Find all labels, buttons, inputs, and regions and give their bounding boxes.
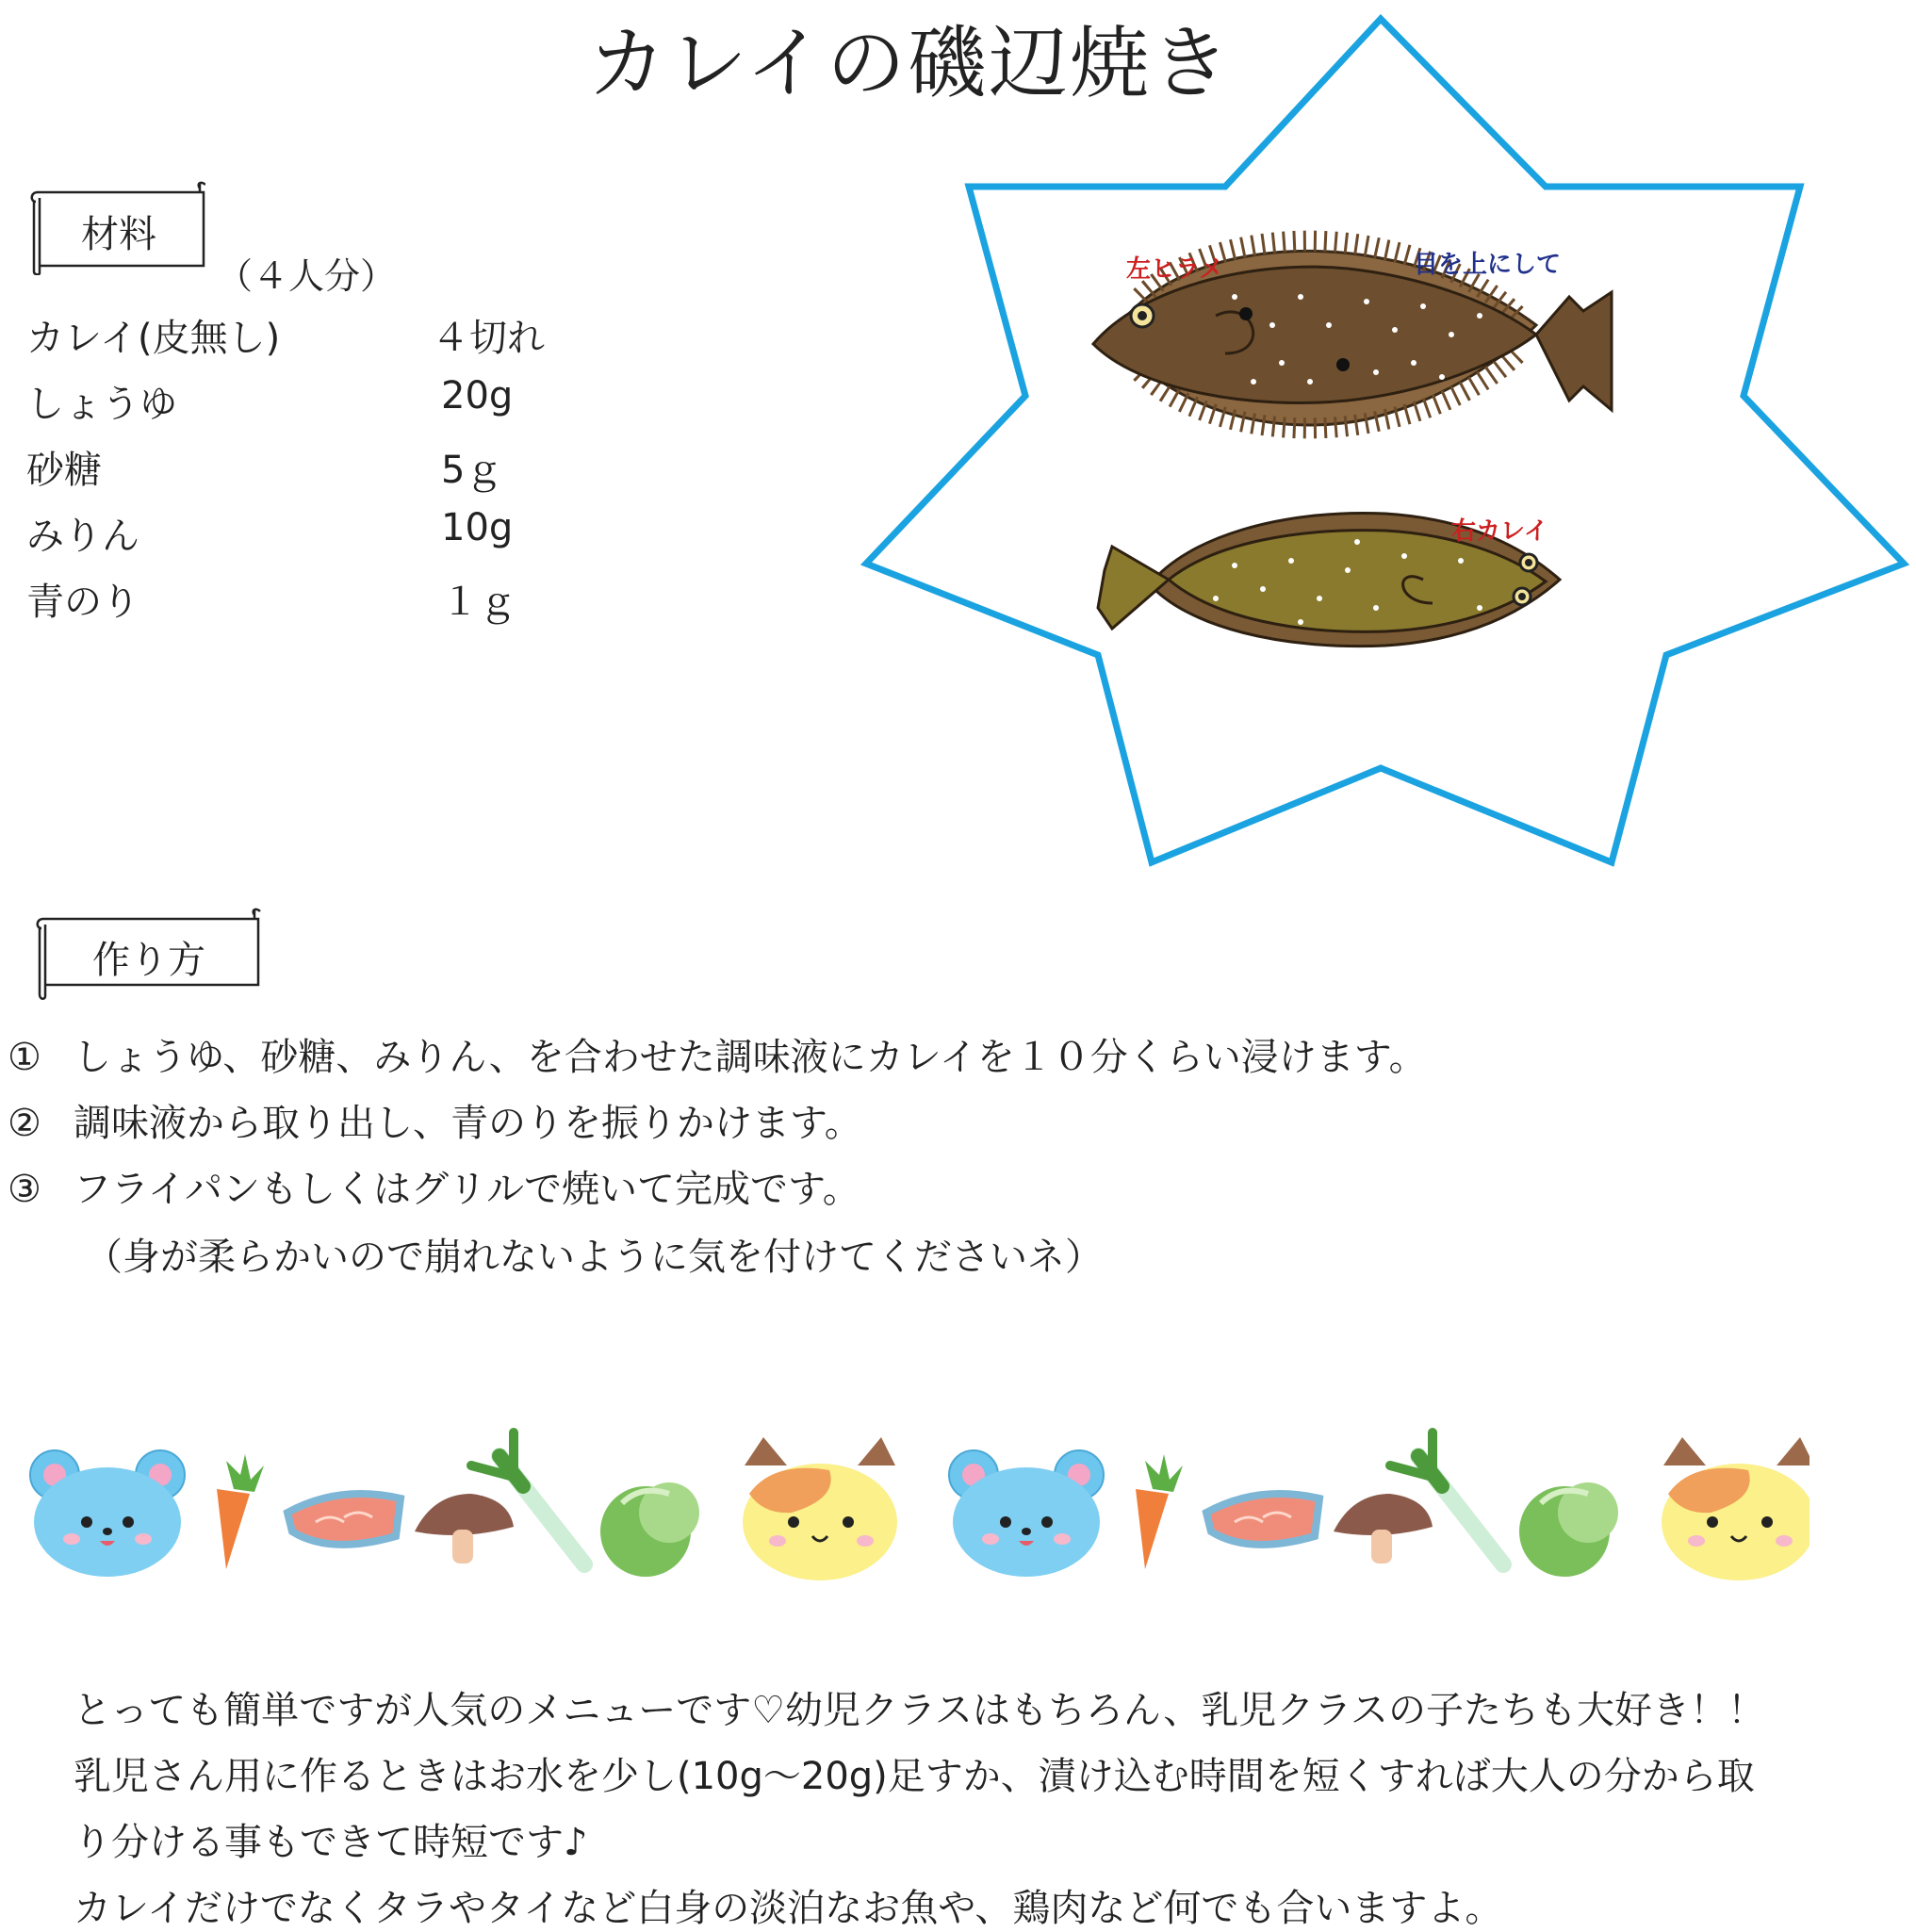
comment-line: り分ける事もできて時短です♪ <box>74 1821 588 1864</box>
label-left-flounder: 左ヒラメ <box>1126 255 1224 284</box>
label-eyes-up: 目を上にして <box>1414 251 1562 279</box>
ingredient-name: 砂糖 <box>26 449 102 492</box>
method-label: 作り方 <box>92 939 205 982</box>
step-number: ① <box>8 1036 41 1079</box>
method-step <box>8 1027 1427 1081</box>
ingredient-name: しょうゆ <box>26 383 177 426</box>
label-right-karei: 右カレイ <box>1451 517 1548 546</box>
method-note: （身が柔らかいので崩れないように気を付けてくださいネ） <box>85 1236 1103 1279</box>
star-outline <box>866 19 1904 862</box>
method-step <box>8 1159 860 1213</box>
step-text: フライパンもしくはグリルで焼いて完成です。 <box>74 1168 860 1211</box>
method-scroll-label <box>32 908 262 1002</box>
carrot-icon <box>217 1454 264 1569</box>
ingredient-name: カレイ(皮無し) <box>26 317 281 360</box>
step-number: ② <box>8 1102 41 1145</box>
mouse-face-icon <box>30 1450 185 1577</box>
step-text: しょうゆ、砂糖、みりん、を合わせた調味液にカレイを１０分くらい浸けます。 <box>74 1036 1427 1079</box>
cabbage-icon <box>600 1482 699 1577</box>
ingredient-amount: 5ｇ <box>441 449 503 492</box>
ingredients-label: 材料 <box>81 213 156 256</box>
ingredient-amount: １ｇ <box>441 581 516 624</box>
step-text: 調味液から取り出し、青のりを振りかけます。 <box>74 1102 862 1145</box>
step-number: ③ <box>8 1168 41 1211</box>
ingredients-scroll-label <box>26 181 205 275</box>
ingredient-amount: ４切れ <box>432 317 545 360</box>
salmon-icon <box>287 1494 401 1545</box>
servings-text: （４人分） <box>217 255 397 297</box>
ingredient-name: みりん <box>26 515 139 558</box>
ingredient-amount: 10g <box>441 506 514 549</box>
fish-illustration <box>858 14 1913 872</box>
comment-line: カレイだけでなくタラやタイなど白身の淡泊なお魚や、鶏肉など何でも合いますよ。 <box>74 1887 1503 1930</box>
ingredient-name: 青のり <box>26 581 139 624</box>
comment-line: とっても簡単ですが人気のメニューです♡幼児クラスはもちろん、乳児クラスの子たちも大好き！！ <box>74 1689 1766 1732</box>
page-title: カレイの磯辺焼き <box>587 17 1232 109</box>
decorative-food-border <box>19 1428 1810 1588</box>
comment-line: 乳児さん用に作るときはお水を少し(10g～20g)足すか、漬け込む時間を短くすれば大人の分から取 <box>74 1755 1755 1798</box>
cat-face-icon <box>743 1437 897 1580</box>
method-step <box>8 1093 862 1147</box>
ingredient-amount: 20g <box>441 374 514 418</box>
mushroom-icon <box>415 1494 514 1564</box>
